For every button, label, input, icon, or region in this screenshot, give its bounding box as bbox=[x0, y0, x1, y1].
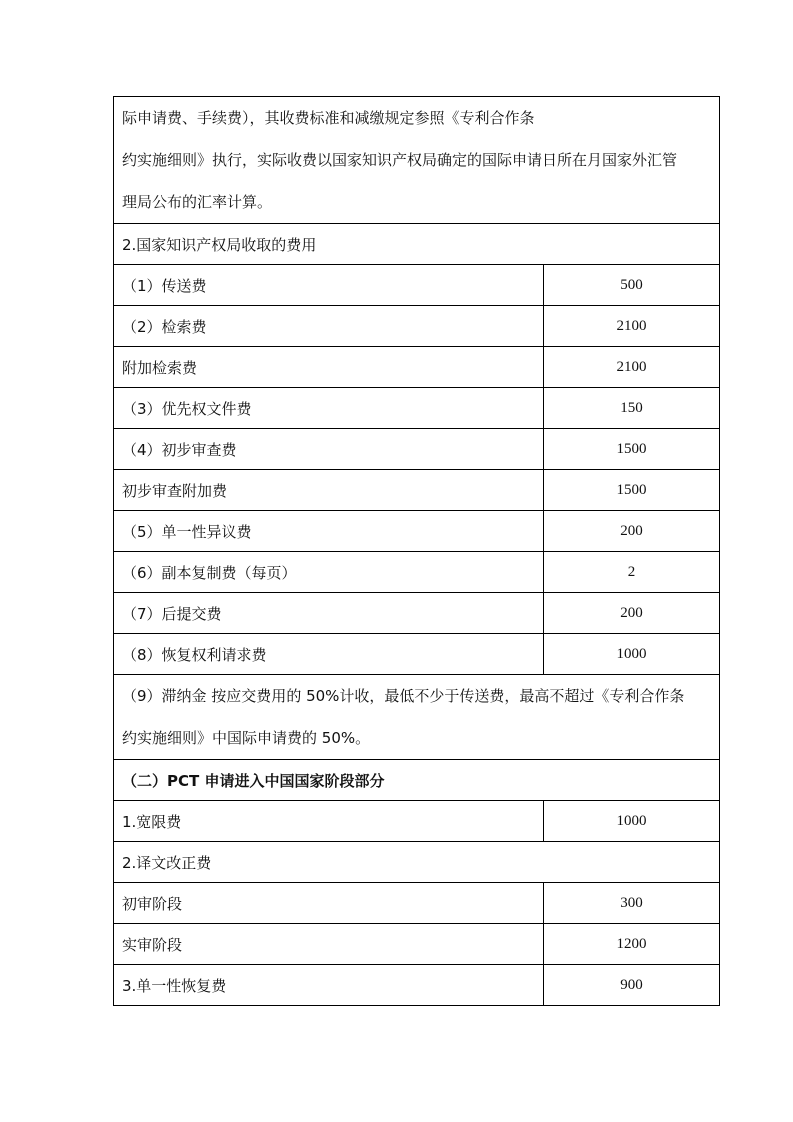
fee-amount: 200 bbox=[544, 593, 720, 634]
translation-fee-title: 2.译文改正费 bbox=[114, 842, 720, 883]
fee-label: （2）检索费 bbox=[114, 306, 544, 347]
fee-amount: 1500 bbox=[544, 429, 720, 470]
fee-amount: 2 bbox=[544, 552, 720, 593]
intro-line-1: 际申请费、手续费），其收费标准和减缴规定参照《专利合作条 bbox=[122, 109, 535, 127]
fee-amount: 2100 bbox=[544, 306, 720, 347]
fee-label: 3.单一性恢复费 bbox=[114, 965, 544, 1006]
table-row bbox=[114, 634, 720, 675]
table-row bbox=[114, 924, 720, 965]
late-fee-line-1: （9）滞纳金 按应交费用的 50%计收，最低不少于传送费，最高不超过《专利合作条 bbox=[122, 687, 685, 705]
fee-label: （5）单一性异议费 bbox=[114, 511, 544, 552]
intro-line-3: 理局公布的汇率计算。 bbox=[122, 193, 273, 211]
table-row bbox=[114, 801, 720, 842]
intro-line-2: 约实施细则》执行，实际收费以国家知识产权局确定的国际申请日所在月国家外汇管 bbox=[122, 151, 678, 169]
fee-amount: 1000 bbox=[544, 801, 720, 842]
table-row bbox=[114, 429, 720, 470]
fee-table bbox=[113, 96, 720, 1006]
fee-amount: 1200 bbox=[544, 924, 720, 965]
table-row bbox=[114, 97, 720, 224]
table-row bbox=[114, 760, 720, 801]
late-fee-paragraph bbox=[114, 675, 720, 760]
fee-label: （3）优先权文件费 bbox=[114, 388, 544, 429]
table-row bbox=[114, 965, 720, 1006]
table-row bbox=[114, 511, 720, 552]
fee-label: （8）恢复权利请求费 bbox=[114, 634, 544, 675]
table-row bbox=[114, 388, 720, 429]
fee-amount: 2100 bbox=[544, 347, 720, 388]
table-row bbox=[114, 265, 720, 306]
fee-amount: 1000 bbox=[544, 634, 720, 675]
fee-amount: 300 bbox=[544, 883, 720, 924]
fee-label: （1）传送费 bbox=[114, 265, 544, 306]
fee-label: 实审阶段 bbox=[114, 924, 544, 965]
fee-label: 初审阶段 bbox=[114, 883, 544, 924]
fee-label: 1.宽限费 bbox=[114, 801, 544, 842]
intro-paragraph bbox=[114, 97, 720, 224]
fee-label: （6）副本复制费（每页） bbox=[114, 552, 544, 593]
fee-label: 初步审查附加费 bbox=[114, 470, 544, 511]
fee-amount: 1500 bbox=[544, 470, 720, 511]
fee-amount: 900 bbox=[544, 965, 720, 1006]
table-row bbox=[114, 842, 720, 883]
table-row bbox=[114, 883, 720, 924]
table-row bbox=[114, 306, 720, 347]
table-row bbox=[114, 552, 720, 593]
fee-label: （4）初步审查费 bbox=[114, 429, 544, 470]
fee-amount: 500 bbox=[544, 265, 720, 306]
table-row bbox=[114, 675, 720, 760]
table-row bbox=[114, 593, 720, 634]
fee-label: （7）后提交费 bbox=[114, 593, 544, 634]
fee-amount: 150 bbox=[544, 388, 720, 429]
table-row bbox=[114, 224, 720, 265]
table-row bbox=[114, 470, 720, 511]
fee-amount: 200 bbox=[544, 511, 720, 552]
fee-label: 附加检索费 bbox=[114, 347, 544, 388]
section-pct-title: （二）PCT 申请进入中国国家阶段部分 bbox=[114, 760, 720, 801]
late-fee-line-2: 约实施细则》中国际申请费的 50%。 bbox=[122, 729, 371, 747]
section-cnipa-title: 2.国家知识产权局收取的费用 bbox=[114, 224, 720, 265]
table-row bbox=[114, 347, 720, 388]
